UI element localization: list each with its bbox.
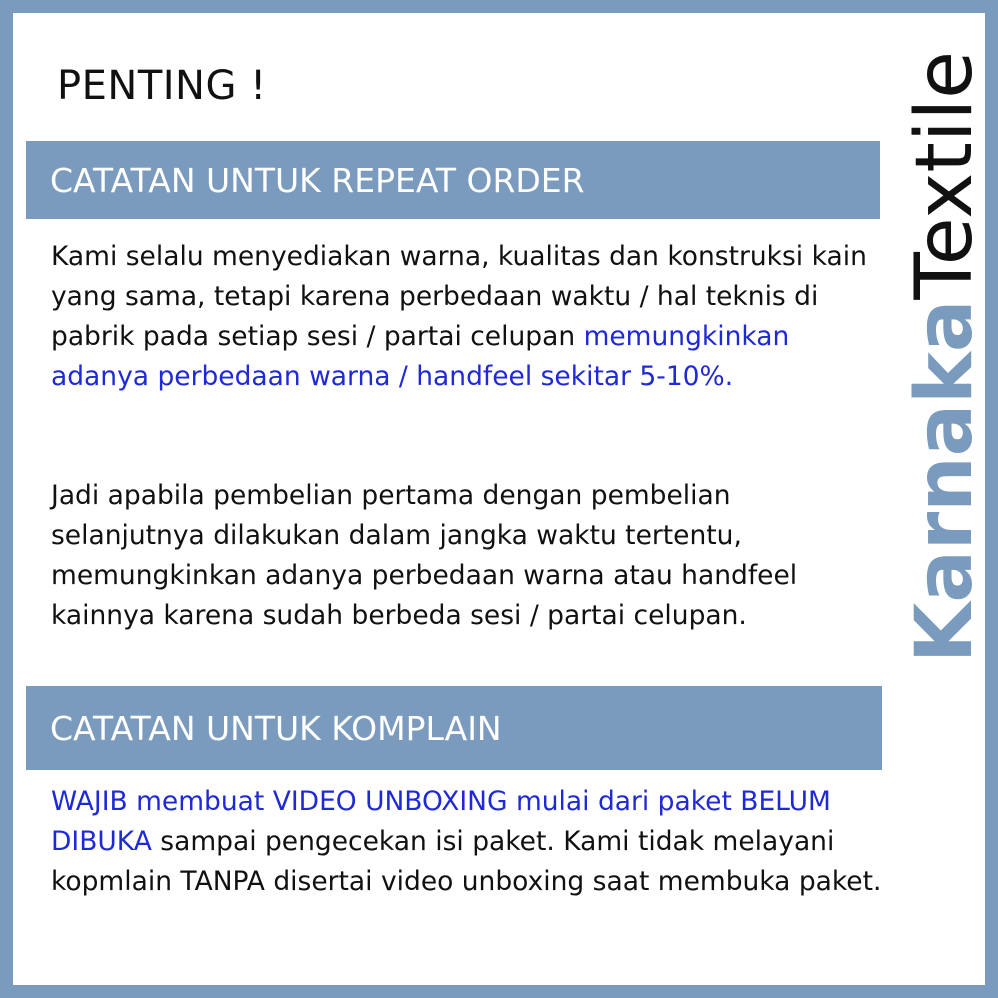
section-header-complaint bbox=[26, 686, 882, 770]
brand-logo-text bbox=[900, 51, 990, 663]
brand-name-part1: Karnaka bbox=[900, 298, 990, 663]
section-header-repeat-order bbox=[26, 141, 880, 219]
repeat-order-paragraph-2: Jadi apabila pembelian pertama dengan pembelian selanjutnya dilakukan dalam jangka waktu tertentu, memungkinkan adanya perbedaan warna atau handfeel kainnya karena sudah berbeda sesi / partai celupan. bbox=[51, 480, 798, 631]
highlighted-text: WAJIB membuat VIDEO UNBOXING mulai dari paket BELUM DIBUKA bbox=[51, 786, 831, 857]
brand-name-part2: Textile bbox=[900, 50, 990, 300]
repeat-order-paragraph-1 bbox=[51, 237, 881, 397]
section-header-label: CATATAN UNTUK REPEAT ORDER bbox=[50, 160, 585, 200]
paragraph-text: Kami selalu menyediakan warna, kualitas dan konstruksi kain yang sama, tetapi karena perbedaan waktu / hal teknis di pabrik pada setiap sesi / partai celupan bbox=[51, 241, 867, 352]
brand-logo bbox=[900, 43, 990, 668]
page-title: PENTING ! bbox=[57, 63, 267, 109]
highlighted-text: memungkinkan adanya perbedaan warna / handfeel sekitar 5-10%. bbox=[51, 321, 790, 392]
complaint-paragraph bbox=[51, 782, 891, 902]
section-header-label: CATATAN UNTUK KOMPLAIN bbox=[50, 708, 502, 748]
paragraph-text: sampai pengecekan isi paket. Kami tidak melayani kopmlain TANPA disertai video unboxing saat membuka paket. bbox=[51, 826, 882, 897]
